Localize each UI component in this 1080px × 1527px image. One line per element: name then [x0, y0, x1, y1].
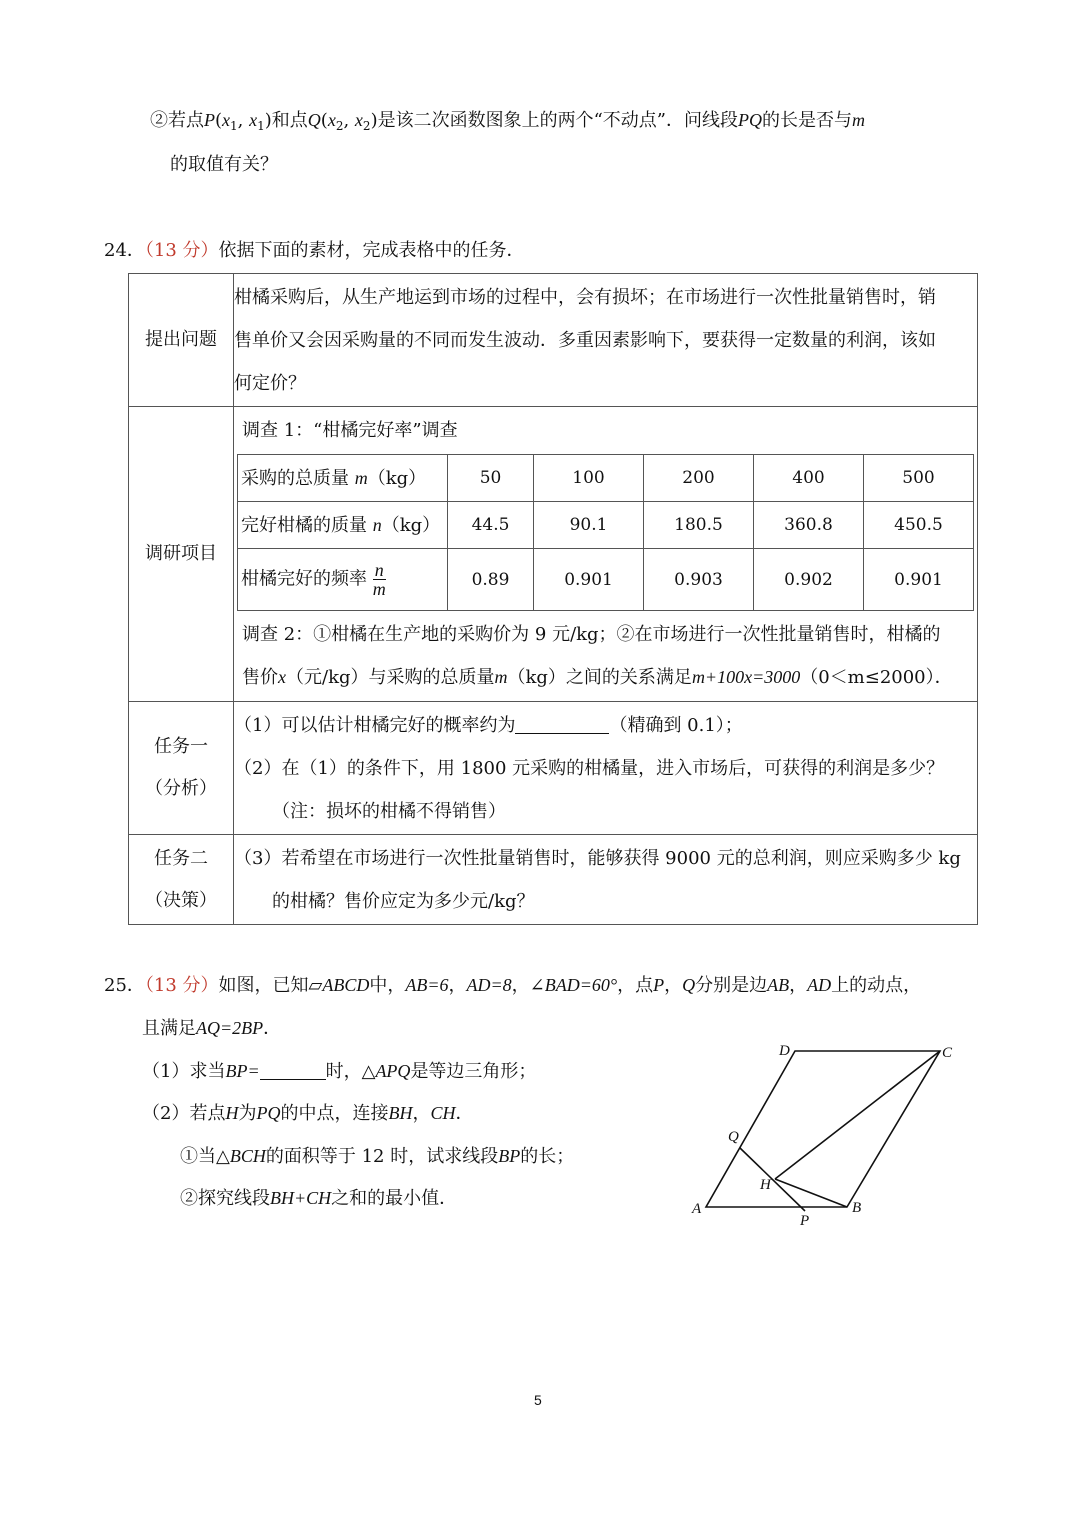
answer-blank — [260, 1061, 326, 1080]
segment-pq — [740, 1148, 805, 1211]
label-a: A — [692, 1201, 702, 1217]
q25-sub2: （2）若点H为PQ的中点，连接BH，CH． — [142, 1103, 474, 1124]
q25-sub1: （1）求当BP= 时，△APQ是等边三角形； — [142, 1061, 537, 1082]
survey1-title: 调查 1：“柑橘完好率”调查 — [242, 420, 458, 441]
q23-part2-line1: ②若点$P(x_1$, $x_1$)和点$Q(x_2$, $x_2$)是该二次函数图象上的两个“不动点”．问线段PQ的长是否与m — [150, 110, 865, 133]
q25-sub2-ii: ②探究线段BH+CH之和的最小值． — [180, 1188, 458, 1209]
label-c: C — [942, 1045, 953, 1061]
label-q: Q — [728, 1129, 739, 1145]
row-head-question: 提出问题 — [129, 274, 234, 407]
row-body-task1: （1）可以估计柑橘完好的概率约为 （精确到 0.1）； （2）在（1）的条件下，用 1800 元采购的柑橘量，进入市场后，可获得的利润是多少？ （注：损坏的柑橘不得销售） — [234, 702, 978, 835]
table-row: 柑橘完好的频率 $\frac{n}{m}$ 0.89 0.901 0.903 0.902 0.901 — [238, 549, 974, 611]
q25-sub2-i: ①当△BCH的面积等于 12 时，试求线段BP的长； — [180, 1146, 575, 1167]
row-head-task1: 任务一 （分析） — [129, 702, 234, 835]
row-body-task2: （3）若希望在市场进行一次性批量销售时，能够获得 9000 元的总利润，则应采购多少 kg 的柑橘？售价应定为多少元/kg？ — [234, 835, 978, 925]
parallelogram-figure — [680, 1035, 980, 1235]
survey2-line1: 调查 2：①柑橘在生产地的采购价为 9 元/kg；②在市场进行一次性批量销售时，柑橘的 — [242, 624, 941, 645]
q24-task-table — [128, 273, 978, 925]
answer-blank — [515, 715, 609, 734]
label-h: H — [760, 1177, 771, 1193]
row-body-question: 柑橘采购后，从生产地运到市场的过程中，会有损坏；在市场进行一次性批量销售时，销 售单价又会因采购量的不同而发生波动．多重因素影响下，要获得一定数量的利润，该如 何定价？ — [234, 274, 978, 407]
row-head-task2: 任务二 （决策） — [129, 835, 234, 925]
row-body-survey — [234, 407, 978, 702]
q25-line2: 且满足AQ=2BP． — [142, 1018, 282, 1039]
table-row: 采购的总质量 m（kg） 50 100 200 400 500 — [238, 455, 974, 502]
survey-table — [237, 454, 974, 611]
q25-line1: 25．（13 分）如图，已知▱ABCD中，AB=6，AD=8，∠BAD=60°，点P，Q分别是边AB，AD上的动点， — [104, 975, 922, 996]
segment-ch — [775, 1051, 940, 1179]
q24-score: （13 分） — [144, 240, 219, 261]
page-number: 5 — [534, 1392, 542, 1408]
row-head-survey: 调研项目 — [129, 407, 234, 702]
q23-part2-line2: 的取值有关？ — [170, 154, 278, 175]
q25-score: （13 分） — [144, 975, 219, 996]
label-b: B — [852, 1200, 862, 1216]
table-row: 完好柑橘的质量 n（kg） 44.5 90.1 180.5 360.8 450.5 — [238, 502, 974, 549]
q24-intro: 24．（13 分）依据下面的素材，完成表格中的任务． — [104, 240, 525, 261]
survey2-line2: 售价x（元/kg）与采购的总质量m（kg）之间的关系满足m+100x=3000（0＜m≤2000）． — [242, 667, 953, 688]
label-d: D — [779, 1043, 790, 1059]
parallelogram-abcd — [706, 1051, 940, 1207]
fraction-n-over-m: $\frac{n}{m}$ — [372, 560, 386, 599]
label-p: P — [800, 1213, 810, 1229]
